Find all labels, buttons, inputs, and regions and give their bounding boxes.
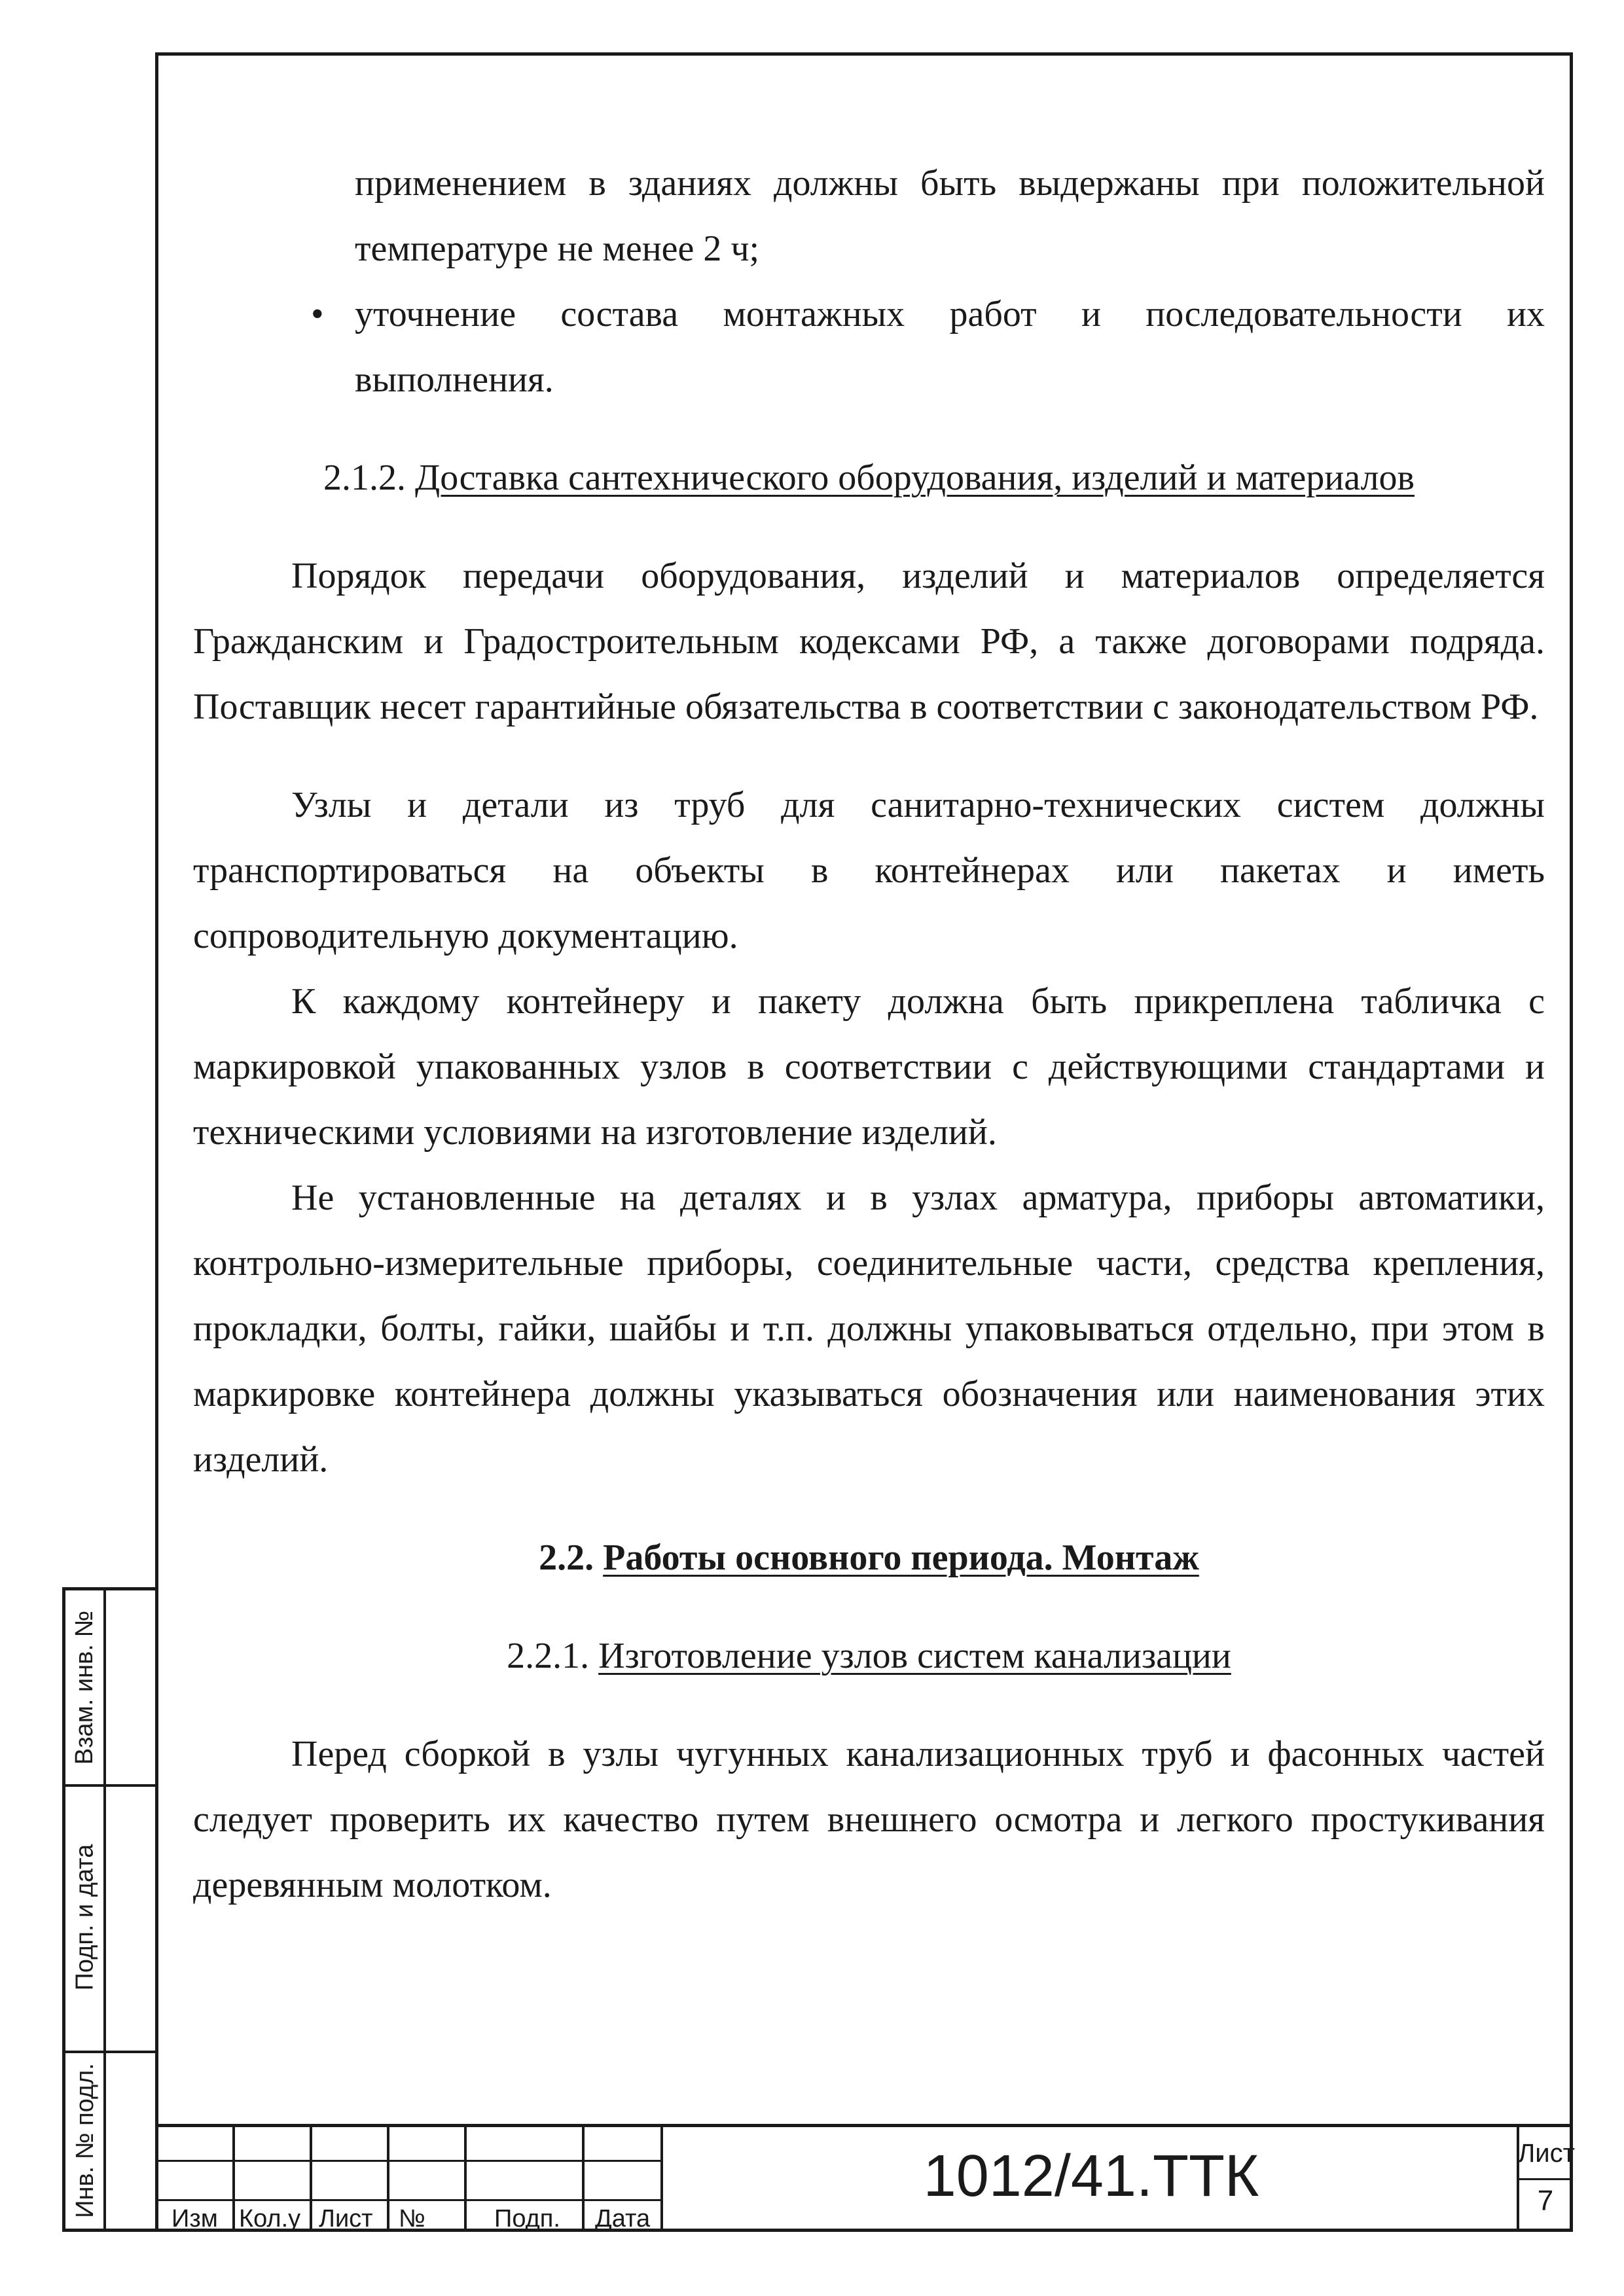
- column-header-signature: Подп.: [494, 2205, 560, 2233]
- paragraph: Порядок передачи оборудования, изделий и материалов определяется Гражданским и Градостроительным кодексами РФ, а также договорами подряда. Поставщик несет гарантийные обязательства в соответствии с законодательством РФ.: [193, 556, 1545, 727]
- side-stamp-cell: [68, 2051, 102, 2231]
- sheet-label: Лист: [1518, 2139, 1575, 2168]
- bullet-item: [193, 281, 1545, 412]
- paragraph: Узлы и детали из труб для санитарно-технических систем должны транспортироваться на объекты в контейнерах или пакетах и иметь сопроводительную документацию.: [193, 785, 1545, 956]
- section-title: Доставка сантехнического оборудования, изделий и материалов: [415, 457, 1415, 498]
- sheet-number: 7: [1537, 2185, 1554, 2217]
- section-heading-2-2: [193, 1525, 1545, 1590]
- column-header-sheet: Лист: [319, 2205, 373, 2233]
- title-block-divider: [310, 2127, 312, 2232]
- side-stamp-cell: [68, 1590, 102, 1784]
- title-block-divider: [582, 2127, 585, 2232]
- bullet-continuation-line-1: применением в зданиях должны быть выдержаны при положительной: [355, 163, 1545, 204]
- section-heading-2-2-1: [193, 1623, 1545, 1689]
- side-stamp-label-replacement-inv: Взам. инв. №: [71, 1610, 99, 1765]
- side-stamp-cell: [68, 1784, 102, 2051]
- document-code: 1012/41.ТТК: [923, 2144, 1259, 2209]
- bullet-continuation-line-2: температуре не менее 2 ч;: [355, 228, 760, 269]
- section-number: 2.2.: [539, 1537, 594, 1578]
- paragraph: К каждому контейнеру и пакету должна быть прикреплена табличка с маркировкой упакованных узлов в соответствии с действующими стандартами и техническими условиями на изготовление изделий.: [193, 981, 1545, 1153]
- column-header-date: Дата: [595, 2205, 651, 2233]
- title-block-divider: [660, 2127, 663, 2232]
- column-header-number: №: [399, 2205, 425, 2233]
- bullet-icon: •: [311, 294, 324, 334]
- paragraph: Перед сборкой в узлы чугунных канализационных труб и фасонных частей следует проверить их качество путем внешнего осмотра и легкого простукивания деревянным молотком.: [193, 1734, 1545, 1905]
- bullet-line-1: уточнение состава монтажных работ и последовательности их: [355, 294, 1545, 334]
- title-block-row-line: [1517, 2178, 1573, 2180]
- title-block-divider: [232, 2127, 235, 2232]
- title-block-divider: [464, 2127, 467, 2232]
- title-block: [155, 2124, 1573, 2232]
- section-title: Изготовление узлов систем канализации: [598, 1636, 1231, 1676]
- side-stamp-label-original-inv: Инв. № подл.: [71, 2063, 99, 2218]
- side-stamp-divider: [103, 1590, 106, 2229]
- title-block-divider: [387, 2127, 389, 2232]
- column-header-quantity: Кол.у: [239, 2205, 301, 2233]
- column-header-change: Изм: [171, 2205, 218, 2233]
- section-number: 2.2.1.: [507, 1636, 590, 1676]
- title-block-row-line: [155, 2160, 660, 2162]
- section-title: Работы основного периода. Монтаж: [603, 1537, 1199, 1578]
- side-stamp-label-signature-date: Подп. и дата: [71, 1844, 99, 1991]
- section-number: 2.1.2.: [323, 457, 406, 498]
- title-block-row-line: [155, 2199, 660, 2201]
- bullet-line-2: выполнения.: [355, 359, 554, 400]
- paragraph: Не установленные на деталях и в узлах арматура, приборы автоматики, контрольно-измерительные приборы, соединительные части, средства крепления, прокладки, болты, гайки, шайбы и т.п. должны упаковываться отдельно, при этом в маркировке контейнера должны указываться обозначения или наименования этих изделий.: [193, 1177, 1545, 1480]
- side-stamp: [62, 1587, 155, 2232]
- document-body: [193, 151, 1545, 1918]
- section-heading-2-1-2: [193, 445, 1545, 511]
